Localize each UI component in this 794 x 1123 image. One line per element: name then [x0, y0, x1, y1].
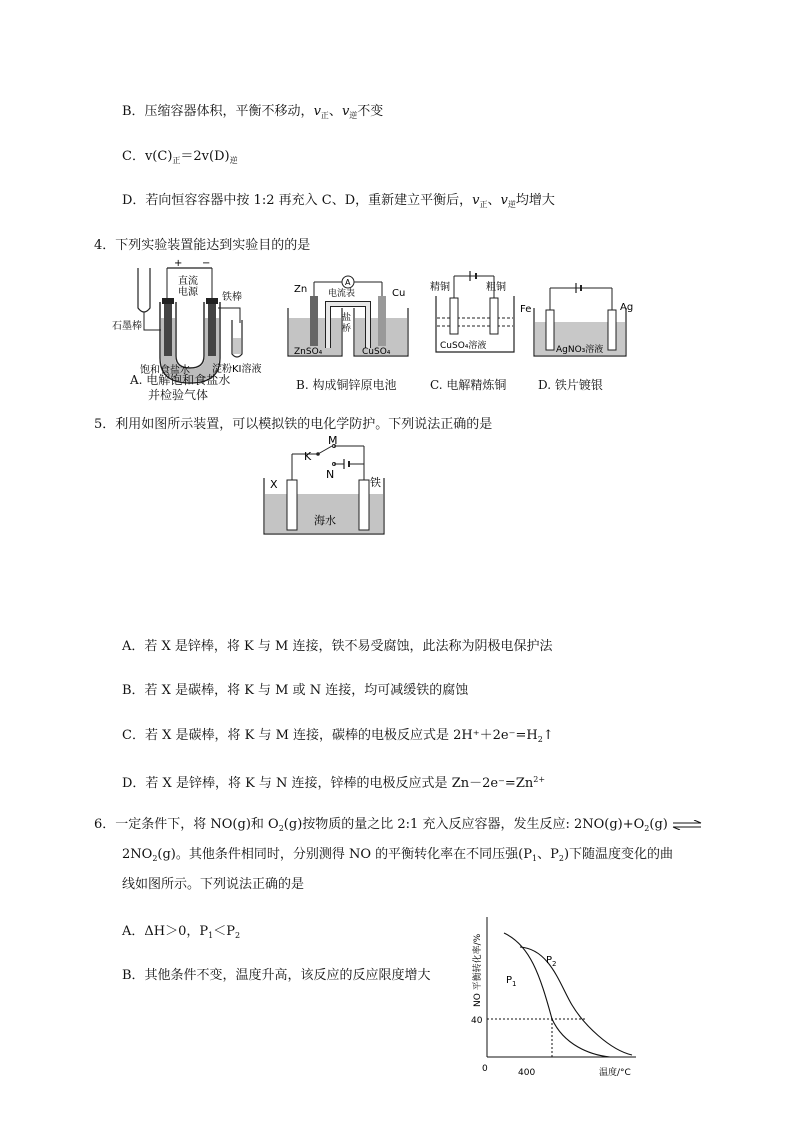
- cuso4-label: CuSO₄: [362, 347, 391, 357]
- equals-two: ＝2: [180, 149, 202, 164]
- q4-figure-c: [426, 268, 526, 368]
- label-line: 直流: [178, 276, 198, 287]
- q4-caption-c: C. 电解精炼铜: [430, 378, 507, 392]
- rate-d: v(D): [201, 149, 230, 164]
- v-symbol: v: [313, 104, 321, 119]
- q6-chart: [460, 905, 640, 1080]
- v-symbol: v: [500, 193, 508, 208]
- q3-option-b-text: B．压缩容器体积，平衡不移动，: [122, 104, 314, 119]
- fe-label: Fe: [520, 304, 532, 315]
- q5-figure: [254, 434, 394, 544]
- p2-label-text: P: [546, 955, 553, 966]
- subscript: 2: [278, 824, 284, 833]
- subscript: 2: [537, 735, 543, 744]
- znso4-label: ZnSO₄: [294, 347, 323, 357]
- pure-copper-label: 精铜: [430, 282, 450, 293]
- gas-arrow: ↑: [542, 728, 554, 743]
- graphite-rod-label: 石墨棒: [112, 321, 142, 332]
- label-line: 电源: [178, 287, 198, 298]
- sub-forward: 正: [172, 156, 181, 165]
- power-label-text: [178, 274, 199, 298]
- switch-m-label: M: [328, 434, 338, 447]
- q5-option-b: B．若 X 是碳棒，将 K 与 M 或 N 连接，均可减缓铁的腐蚀: [122, 683, 469, 698]
- subscript: 2: [644, 824, 650, 833]
- origin-label: 0: [482, 1064, 488, 1074]
- q6-option-b: B．其他条件不变，温度升高，该反应的反应限度增大: [122, 968, 431, 983]
- text: (g)按物质的量之比 2:1 充入反应容器，发生反应: 2NO(g)+O: [283, 817, 645, 832]
- q6-option-a: [122, 923, 240, 945]
- y-tick-40: 40: [471, 1016, 483, 1026]
- q3-option-d: [122, 192, 555, 214]
- q4-figure-d: [520, 270, 640, 370]
- series-p1-line: [504, 933, 610, 1057]
- iron-rod-label: 铁棒: [222, 292, 242, 303]
- series-p2-label: [546, 955, 557, 968]
- seawater-label: 海水: [314, 514, 336, 527]
- sub-forward: 正: [479, 200, 488, 209]
- v-symbol: v: [341, 104, 350, 119]
- q6-stem-line3: 线如图所示。下列说法正确的是: [122, 877, 305, 892]
- separator: 、: [487, 193, 501, 208]
- q5-option-d-text: D．若 X 是锌棒，将 K 与 N 连接，锌棒的电极反应式是 Zn－2e⁻=Zn: [122, 776, 534, 791]
- option-letter: C．: [122, 149, 145, 164]
- q4-caption-a1: A. 电解饱和食盐水: [130, 373, 231, 387]
- q5-option-c: [122, 727, 554, 749]
- q4-caption-d: D. 铁片镀银: [538, 378, 603, 392]
- text: 6．一定条件下，将 NO(g)和 O: [94, 817, 279, 832]
- meter-label: 电流表: [328, 289, 356, 299]
- q5-option-c-text: C．若 X 是碳棒，将 K 与 M 连接，碳棒的电极反应式是 2H⁺＋2e⁻=H: [122, 728, 538, 743]
- text: (g): [649, 817, 668, 832]
- y-axis-label: NO 平衡转化率/%: [473, 933, 483, 1007]
- text: 、P: [537, 847, 559, 862]
- q6-stem-line1: [94, 816, 702, 838]
- q5-stem: 5．利用如图所示装置，可以模拟铁的电化学防护。下列说法正确的是: [94, 417, 493, 432]
- cu-label: Cu: [392, 288, 406, 299]
- label-line: 盐: [342, 313, 352, 323]
- subscript: 2: [234, 931, 241, 940]
- salt-bridge-label: [342, 311, 351, 334]
- q3-option-b-suffix: 不变: [357, 104, 384, 119]
- separator: 、: [328, 104, 342, 119]
- q5-option-d: [122, 771, 545, 793]
- series-p2-line: [520, 947, 632, 1055]
- q4-figure-b: [284, 268, 414, 368]
- sub-reverse: 逆: [349, 111, 358, 120]
- iron-label: 铁: [370, 476, 381, 489]
- q3-option-d-text: D．若向恒容容器中按 1:2 再充入 C、D，重新建立平衡后，: [122, 193, 473, 208]
- text: 2NO: [122, 847, 153, 862]
- q5-option-a: A．若 X 是锌棒，将 K 与 M 连接，铁不易受腐蚀，此法称为阴极电保护法: [122, 639, 553, 654]
- power-label: [178, 274, 199, 298]
- x-tick-400: 400: [518, 1068, 536, 1078]
- rate-c: v(C): [144, 149, 173, 164]
- series-p1-label: [506, 975, 517, 988]
- switch-k-label: K: [304, 450, 312, 463]
- superscript: 2+: [533, 775, 546, 784]
- q4-stem: 4．下列实验装置能达到实验目的的是: [94, 238, 311, 253]
- equilibrium-arrow-icon: [672, 820, 702, 830]
- q3-option-b: [122, 103, 383, 125]
- subscript: 1: [208, 931, 214, 940]
- plus-sign: +: [174, 258, 183, 269]
- sub-reverse: 逆: [507, 200, 516, 209]
- x-axis-label: 温度/°C: [599, 1068, 631, 1078]
- text: ＜P: [213, 924, 235, 939]
- sub-reverse: 逆: [229, 156, 238, 165]
- subscript: 2: [558, 854, 564, 863]
- p1-label-sub: 1: [512, 980, 517, 988]
- switch-n-label: N: [326, 468, 335, 481]
- text: (g)。其他条件相同时，分别测得 NO 的平衡转化率在不同压强(P: [157, 847, 532, 862]
- ammeter-symbol: A: [345, 278, 351, 287]
- text: )下随温度变化的曲: [563, 847, 674, 862]
- q3-option-d-suffix: 均增大: [515, 193, 555, 208]
- zn-label: Zn: [294, 284, 308, 295]
- p1-label-text: P: [506, 975, 513, 986]
- brine-label: 饱和食盐水: [140, 365, 190, 376]
- label-line: 桥: [342, 324, 352, 334]
- crude-copper-label: 粗铜: [486, 282, 506, 293]
- cuso4-solution-label: CuSO₄溶液: [440, 341, 487, 351]
- q6-stem-line2: [122, 846, 673, 868]
- p2-label-sub: 2: [552, 960, 557, 968]
- q4-caption-a2: 并检验气体: [148, 388, 209, 402]
- q4-caption-b: B. 构成铜锌原电池: [296, 378, 397, 392]
- electrode-x-label: X: [270, 478, 278, 491]
- agno3-label: AgNO₃溶液: [556, 345, 604, 355]
- ag-label: Ag: [620, 302, 634, 313]
- ki-label: 淀粉KI溶液: [212, 364, 262, 375]
- subscript: 2: [152, 854, 158, 863]
- text: A．ΔH＞0，P: [122, 924, 209, 939]
- q3-option-c: [122, 148, 238, 170]
- sub-forward: 正: [320, 111, 329, 120]
- minus-sign: −: [202, 258, 211, 269]
- subscript: 1: [532, 854, 538, 863]
- v-symbol: v: [472, 193, 480, 208]
